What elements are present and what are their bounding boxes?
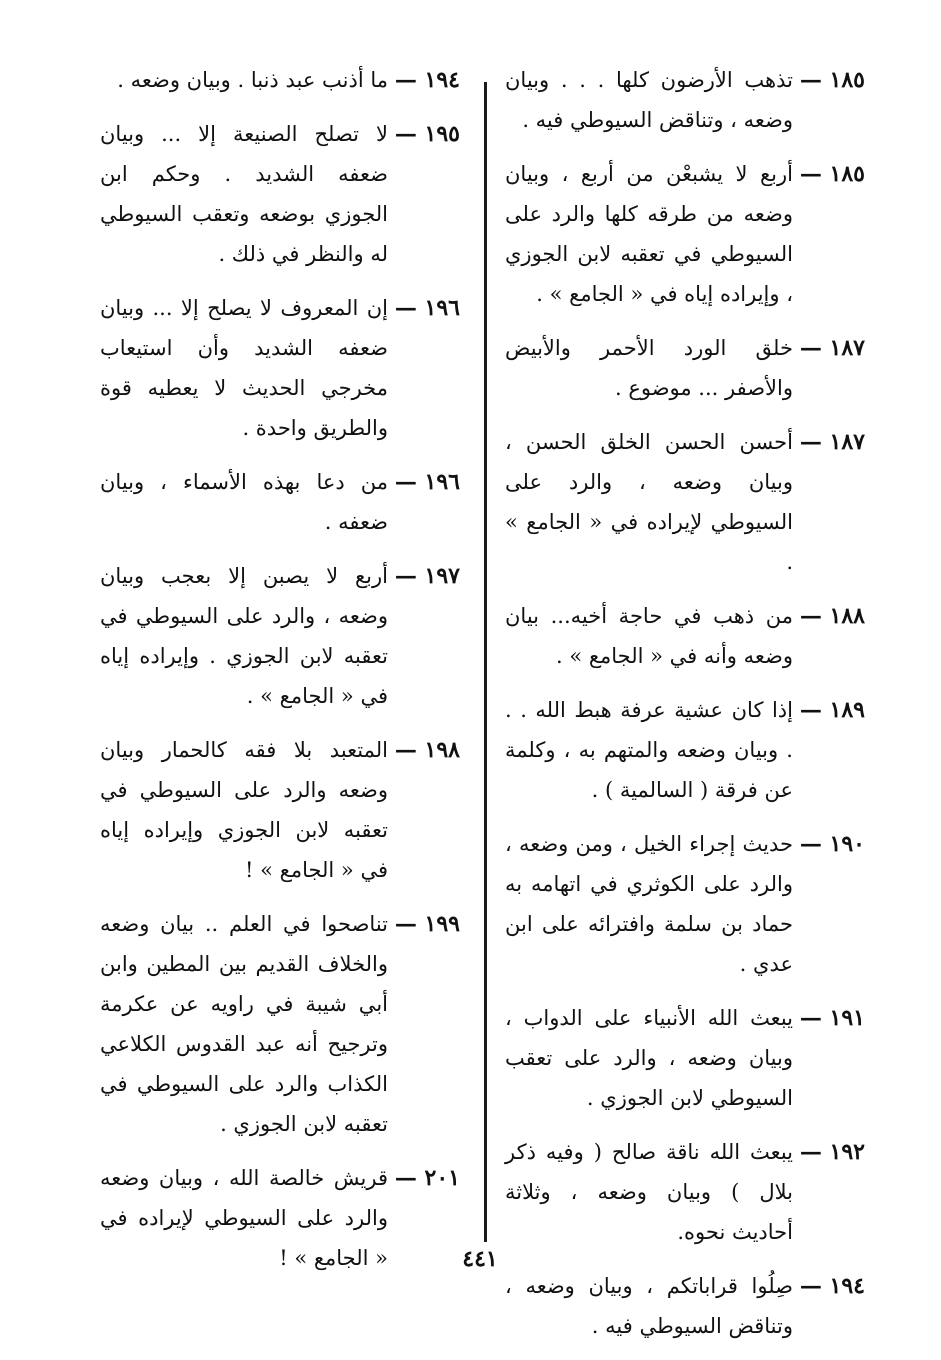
entry-number: ١٨٧ — (799, 429, 865, 455)
index-entry (100, 1158, 460, 1278)
entry-number: ١٩٩ — (394, 911, 460, 937)
right-column (505, 60, 865, 1360)
entry-number: ١٨٩ — (799, 697, 865, 723)
entry-text: يبعث الله ناقة صالح ( وفيه ذكر بلال ) وبيان وضعه ، وثلاثة أحاديث نحوه. (505, 1140, 793, 1244)
entry-text: يبعث الله الأنبياء على الدواب ، وبيان وضعه ، والرد على تعقب السيوطي لابن الجوزي . (505, 1006, 793, 1110)
entry-number: ١٩٢ — (799, 1139, 865, 1165)
entry-number: ١٨٨ — (799, 603, 865, 629)
entry-text: ما أذنب عبد ذنبا . وبيان وضعه . (117, 68, 388, 92)
index-entry (100, 60, 460, 100)
index-entry (100, 556, 460, 716)
entry-number: ١٩٦ — (394, 469, 460, 495)
entry-number: ١٩٦ — (394, 295, 460, 321)
entry-text: تناصحوا في العلم .. بيان وضعه والخلاف القديم بين المطين وابن أبي شيبة في راويه عن عكرمة وترجيح أنه عبد القدوس الكلاعي الكذاب والرد على السيوطي في تعقبه لابن الجوزي . (100, 912, 388, 1136)
entry-text: إذا كان عشية عرفة هبط الله . . . وبيان وضعه والمتهم به ، وكلمة عن فرقة ( السالمية ) . (505, 698, 793, 802)
index-entry (100, 730, 460, 890)
entry-text: حديث إجراء الخيل ، ومن وضعه ، والرد على الكوثري في اتهامه به حماد بن سلمة وافترائه على ابن عدي . (505, 832, 793, 976)
index-entry (505, 1132, 865, 1252)
index-entry (505, 824, 865, 984)
entry-text: إن المعروف لا يصلح إلا ... وبيان ضعفه الشديد وأن استيعاب مخرجي الحديث لا يعطيه قوة والطريق واحدة . (100, 296, 388, 440)
entry-number: ١٩٧ — (394, 563, 460, 589)
entry-number: ١٩٤ — (799, 1273, 865, 1299)
index-entry (100, 462, 460, 542)
entry-number: ١٨٧ — (799, 335, 865, 361)
entry-number: ١٩٤ — (394, 67, 460, 93)
entry-number: ١٩٨ — (394, 737, 460, 763)
entry-text: من دعا بهذه الأسماء ، وبيان ضعفه . (100, 470, 388, 534)
entry-text: أربع لا يصبن إلا بعجب وبيان وضعه ، والرد على السيوطي في تعقبه لابن الجوزي . وإيراده إياه في « الجامع » . (100, 564, 388, 708)
entry-text: أربع لا يشبعْن من أربع ، وبيان وضعه من طرقه كلها والرد على السيوطي في تعقبه لابن الجوزي ، وإيراده إياه في « الجامع » . (505, 162, 793, 306)
index-entry (100, 904, 460, 1144)
entry-number: ١٨٥ — (799, 161, 865, 187)
entry-text: خلق الورد الأحمر والأبيض والأصفر ... موضوع . (505, 336, 793, 400)
index-entry (505, 1266, 865, 1346)
entry-number: ١٨٥ — (799, 67, 865, 93)
entry-text: تذهب الأرضون كلها . . . وبيان وضعه ، وتناقض السيوطي فيه . (505, 68, 793, 132)
index-entry (505, 328, 865, 408)
entry-text: قريش خالصة الله ، وبيان وضعه والرد على السيوطي لإيراده في « الجامع » ! (100, 1166, 388, 1270)
index-entry (505, 998, 865, 1118)
index-entry (505, 422, 865, 582)
left-column (100, 60, 460, 1292)
entry-text: أحسن الحسن الخلق الحسن ، وبيان وضعه ، والرد على السيوطي لإيراده في « الجامع » . (505, 430, 793, 574)
entry-number: ١٩٥ — (394, 121, 460, 147)
index-entry (100, 114, 460, 274)
index-entry (505, 596, 865, 676)
entry-text: صِلُوا قراباتكم ، وبيان وضعه ، وتناقض السيوطي فيه . (505, 1274, 793, 1338)
entry-text: المتعبد بلا فقه كالحمار وبيان وضعه والرد على السيوطي في تعقبه لابن الجوزي وإيراده إياه في « الجامع » ! (100, 738, 388, 882)
entry-number: ١٩١ — (799, 1005, 865, 1031)
page-number: ٤٤١ (462, 1246, 498, 1272)
entry-text: من ذهب في حاجة أخيه... بيان وضعه وأنه في « الجامع » . (505, 604, 793, 668)
column-divider (484, 82, 487, 1242)
index-entry (505, 690, 865, 810)
entry-number: ٢٠١ — (394, 1165, 460, 1191)
index-entry (505, 60, 865, 140)
index-entry (505, 154, 865, 314)
entry-text: لا تصلح الصنيعة إلا ... وبيان ضعفه الشديد . وحكم ابن الجوزي بوضعه وتعقب السيوطي له والنظر في ذلك . (100, 122, 388, 266)
index-entry (100, 288, 460, 448)
entry-number: ١٩٠ — (799, 831, 865, 857)
